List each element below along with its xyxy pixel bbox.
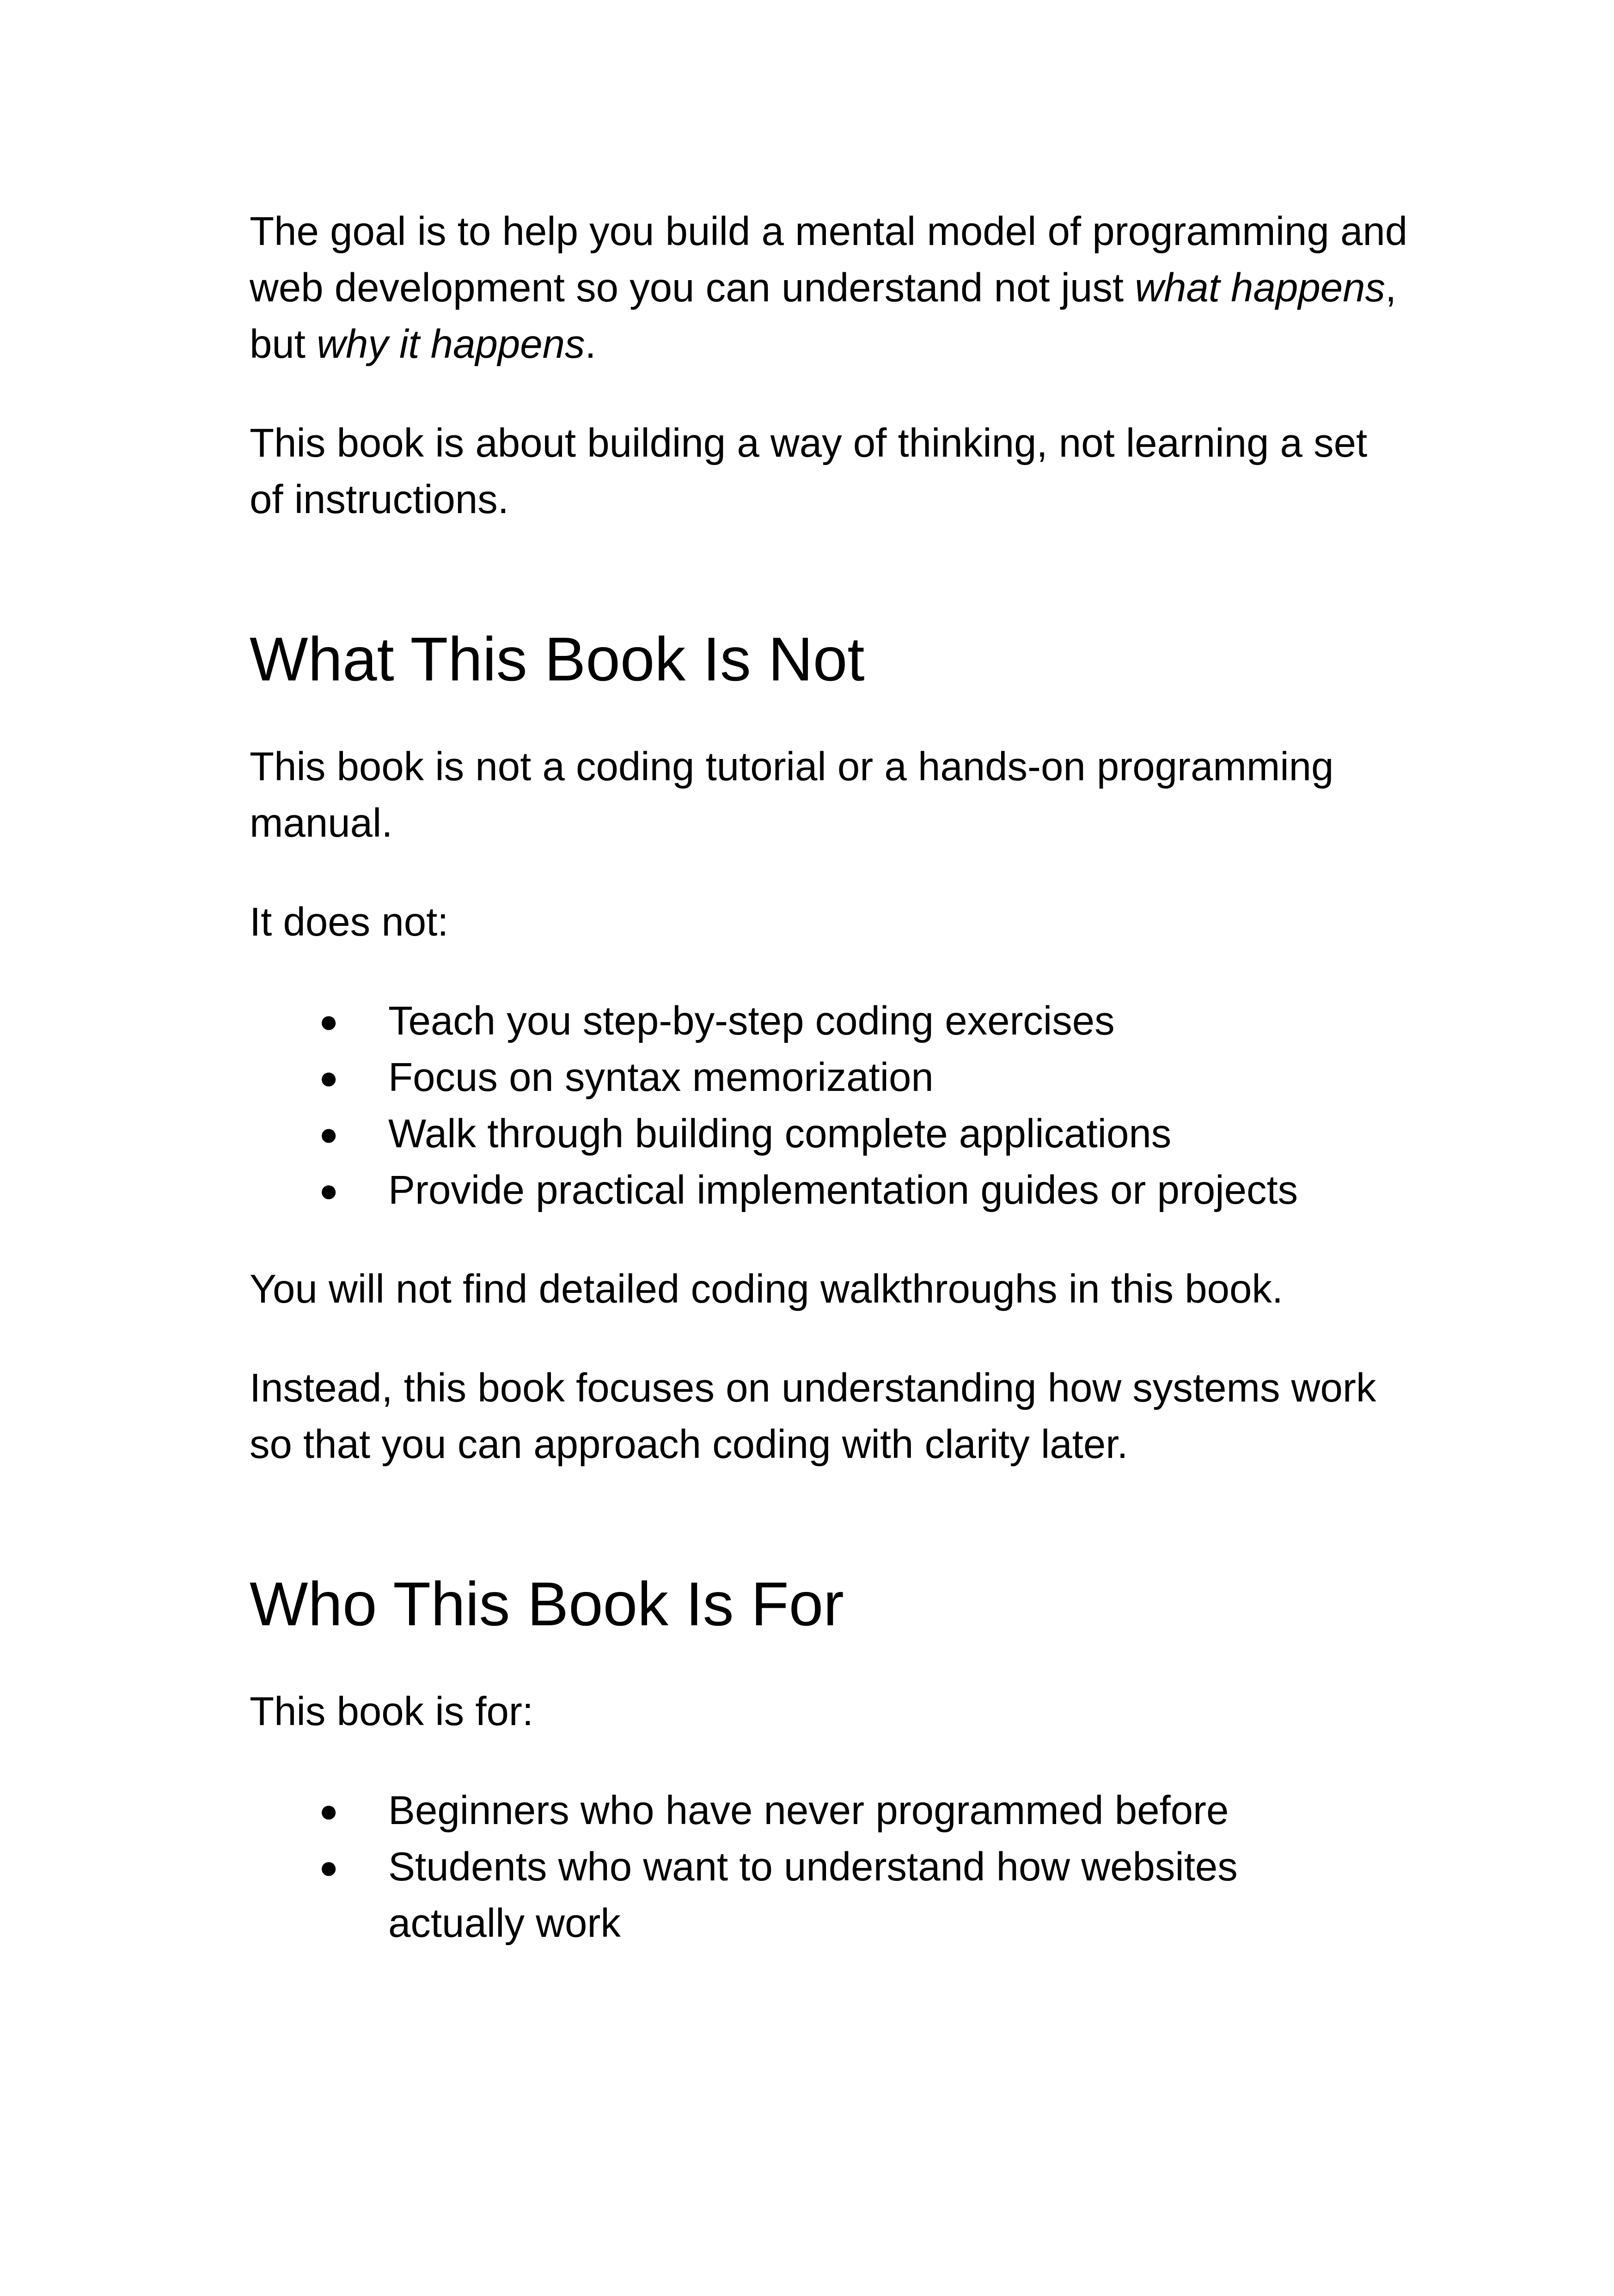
list-item: [250, 993, 1414, 1049]
paragraph-no-walkthroughs: You will not find detailed coding walkthroughs in this book.: [250, 1267, 1284, 1311]
paragraph-it-does-not: It does not:: [250, 900, 449, 944]
list-item: [250, 1162, 1414, 1218]
intro-emphasis-why: why it happens: [317, 322, 585, 367]
intro-text-2: , but: [250, 265, 1397, 367]
list-item-text: Teach you step-by-step coding exercises: [388, 998, 1115, 1043]
list-item-text: Students who want to understand how websites actually work: [388, 1844, 1238, 1946]
bullet-icon: ●: [319, 1116, 339, 1152]
list-item: [250, 1049, 1414, 1106]
intro-text-1: The goal is to help you build a mental model of programming and web development so you can understand not just: [250, 209, 1408, 310]
paragraph-instead: Instead, this book focuses on understanding how systems work so that you can approach coding with clarity later.: [250, 1365, 1376, 1467]
heading-who-this-book-is-for: Who This Book Is For: [250, 1570, 844, 1639]
document-page: [250, 203, 1414, 1952]
heading-what-this-book-is-not: What This Book Is Not: [250, 625, 865, 694]
list-does-not: [250, 993, 1414, 1218]
intro-paragraph-goal: [250, 203, 1414, 373]
bullet-icon: ●: [319, 1003, 339, 1039]
intro-paragraph-thinking: This book is about building a way of thinking, not learning a set of instructions.: [250, 421, 1368, 522]
list-item: [250, 1839, 1313, 1952]
list-item: [250, 1106, 1414, 1162]
list-item-text: Beginners who have never programmed before: [388, 1788, 1229, 1833]
bullet-icon: ●: [319, 1849, 339, 1885]
list-item-text: Provide practical implementation guides or projects: [388, 1168, 1298, 1212]
intro-text-3: .: [585, 322, 596, 367]
list-item-text: Focus on syntax memorization: [388, 1055, 934, 1100]
list-audience: [250, 1782, 1313, 1952]
list-item-text: Walk through building complete applications: [388, 1111, 1172, 1156]
list-item: [250, 1782, 1313, 1839]
bullet-icon: ●: [319, 1793, 339, 1829]
paragraph-not-tutorial: This book is not a coding tutorial or a hands-on programming manual.: [250, 744, 1334, 845]
paragraph-this-book-is-for: This book is for:: [250, 1689, 534, 1734]
intro-emphasis-what: what happens: [1135, 265, 1385, 310]
bullet-icon: ●: [319, 1059, 339, 1096]
bullet-icon: ●: [319, 1172, 339, 1208]
